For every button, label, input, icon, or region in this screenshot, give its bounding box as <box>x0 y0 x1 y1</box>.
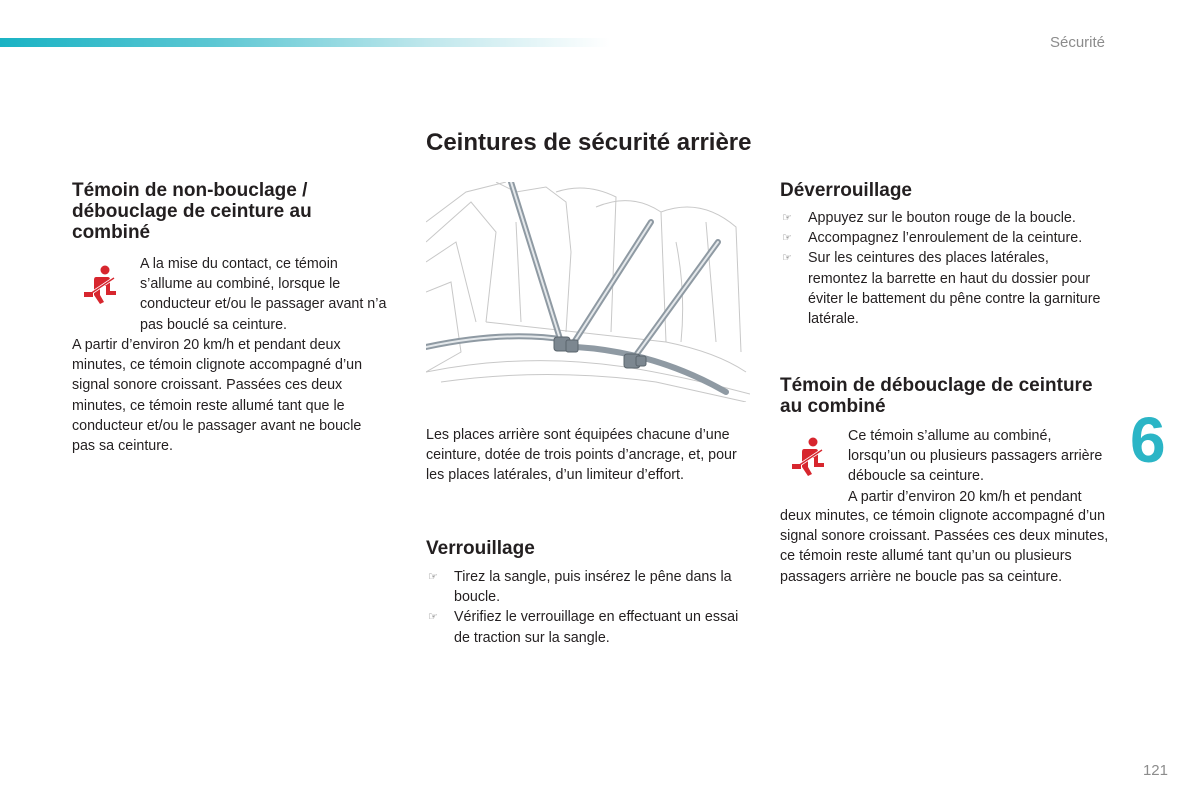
list-item: ☞ Appuyez sur le bouton rouge de la boucle. <box>780 208 1110 228</box>
warn-heading: Témoin de débouclage de ceinture au combiné <box>780 375 1093 417</box>
unlock-list <box>780 208 1110 329</box>
page-title: Ceintures de sécurité arrière <box>426 129 752 156</box>
warn-icon-text: Ce témoin s’allume au combiné, lorsqu’un ou plusieurs passagers arrière déboucle sa ceinture. <box>848 428 1103 485</box>
bullet-hand-icon: ☞ <box>782 212 792 224</box>
bullet-hand-icon: ☞ <box>782 232 792 245</box>
list-item: ☞ Accompagnez l’enroulement de la ceinture. <box>780 228 1110 248</box>
middle-intro: Les places arrière sont équipées chacune d’une ceinture, dotée de trois points d’ancrage, et, pour les places latérales, d’un limiteur d’effort. <box>426 427 737 484</box>
warn-heading-block <box>780 375 1110 417</box>
bullet-hand-icon: ☞ <box>782 252 792 265</box>
page-number: 121 <box>1142 762 1168 779</box>
warn-body-first-line: A partir d’environ 20 km/h et pendant <box>848 488 1082 505</box>
seatbelt-warning-icon <box>82 264 120 308</box>
left-icon-text: A la mise du contact, ce témoin s’allume au combiné, lorsque le conducteur et/ou le passager avant n’a pas bouclé sa ceinture. <box>140 256 387 333</box>
left-heading: Témoin de non-bouclage / débouclage de ceinture au combiné <box>72 180 312 243</box>
middle-title-block <box>426 130 756 155</box>
list-item: ☞ Sur les ceintures des places latérales, remontez la barrette en haut du dossier pour éviter le battement du pêne contre la garniture latérale. <box>782 250 1101 328</box>
header-accent-bar <box>0 38 610 47</box>
warn-body: deux minutes, ce témoin clignote accompagné d’un signal sonore croissant. Passées ces deux minutes, ce témoin reste allumé tant qu’un ou plusieurs passagers arrière ne boucle pas sa ceinture. <box>780 508 1109 585</box>
list-item: ☞ Vérifiez le verrouillage en effectuant un essai de traction sur la sangle. <box>428 609 739 646</box>
lock-list <box>426 567 750 648</box>
left-body-block <box>72 335 388 456</box>
seatbelt-warning-icon <box>790 436 828 480</box>
unlock-section <box>780 180 1110 329</box>
warn-icon-text-block <box>848 426 1110 507</box>
rear-seat-belts-illustration <box>426 182 750 402</box>
lock-section <box>426 538 750 648</box>
bullet-hand-icon: ☞ <box>428 571 438 583</box>
bullet-hand-icon: ☞ <box>428 611 438 624</box>
section-title: Sécurité <box>1049 34 1105 51</box>
left-body: A partir d’environ 20 km/h et pendant deux minutes, ce témoin clignote accompagné d’un signal sonore croissant. Passées ces deux minutes, ce témoin reste allumé tant que le conducteur et/ou le passager avant ne boucle pas sa ceinture. <box>72 337 363 455</box>
warn-body-block <box>780 506 1110 587</box>
chapter-number: 6 <box>1130 404 1166 476</box>
lock-heading: Verrouillage <box>426 538 535 559</box>
list-item: ☞ Tirez la sangle, puis insérez le pêne dans la boucle. <box>428 569 732 606</box>
unlock-heading: Déverrouillage <box>780 180 912 201</box>
left-column <box>72 180 387 243</box>
middle-intro-block <box>426 425 750 486</box>
left-icon-text-block <box>140 254 388 335</box>
